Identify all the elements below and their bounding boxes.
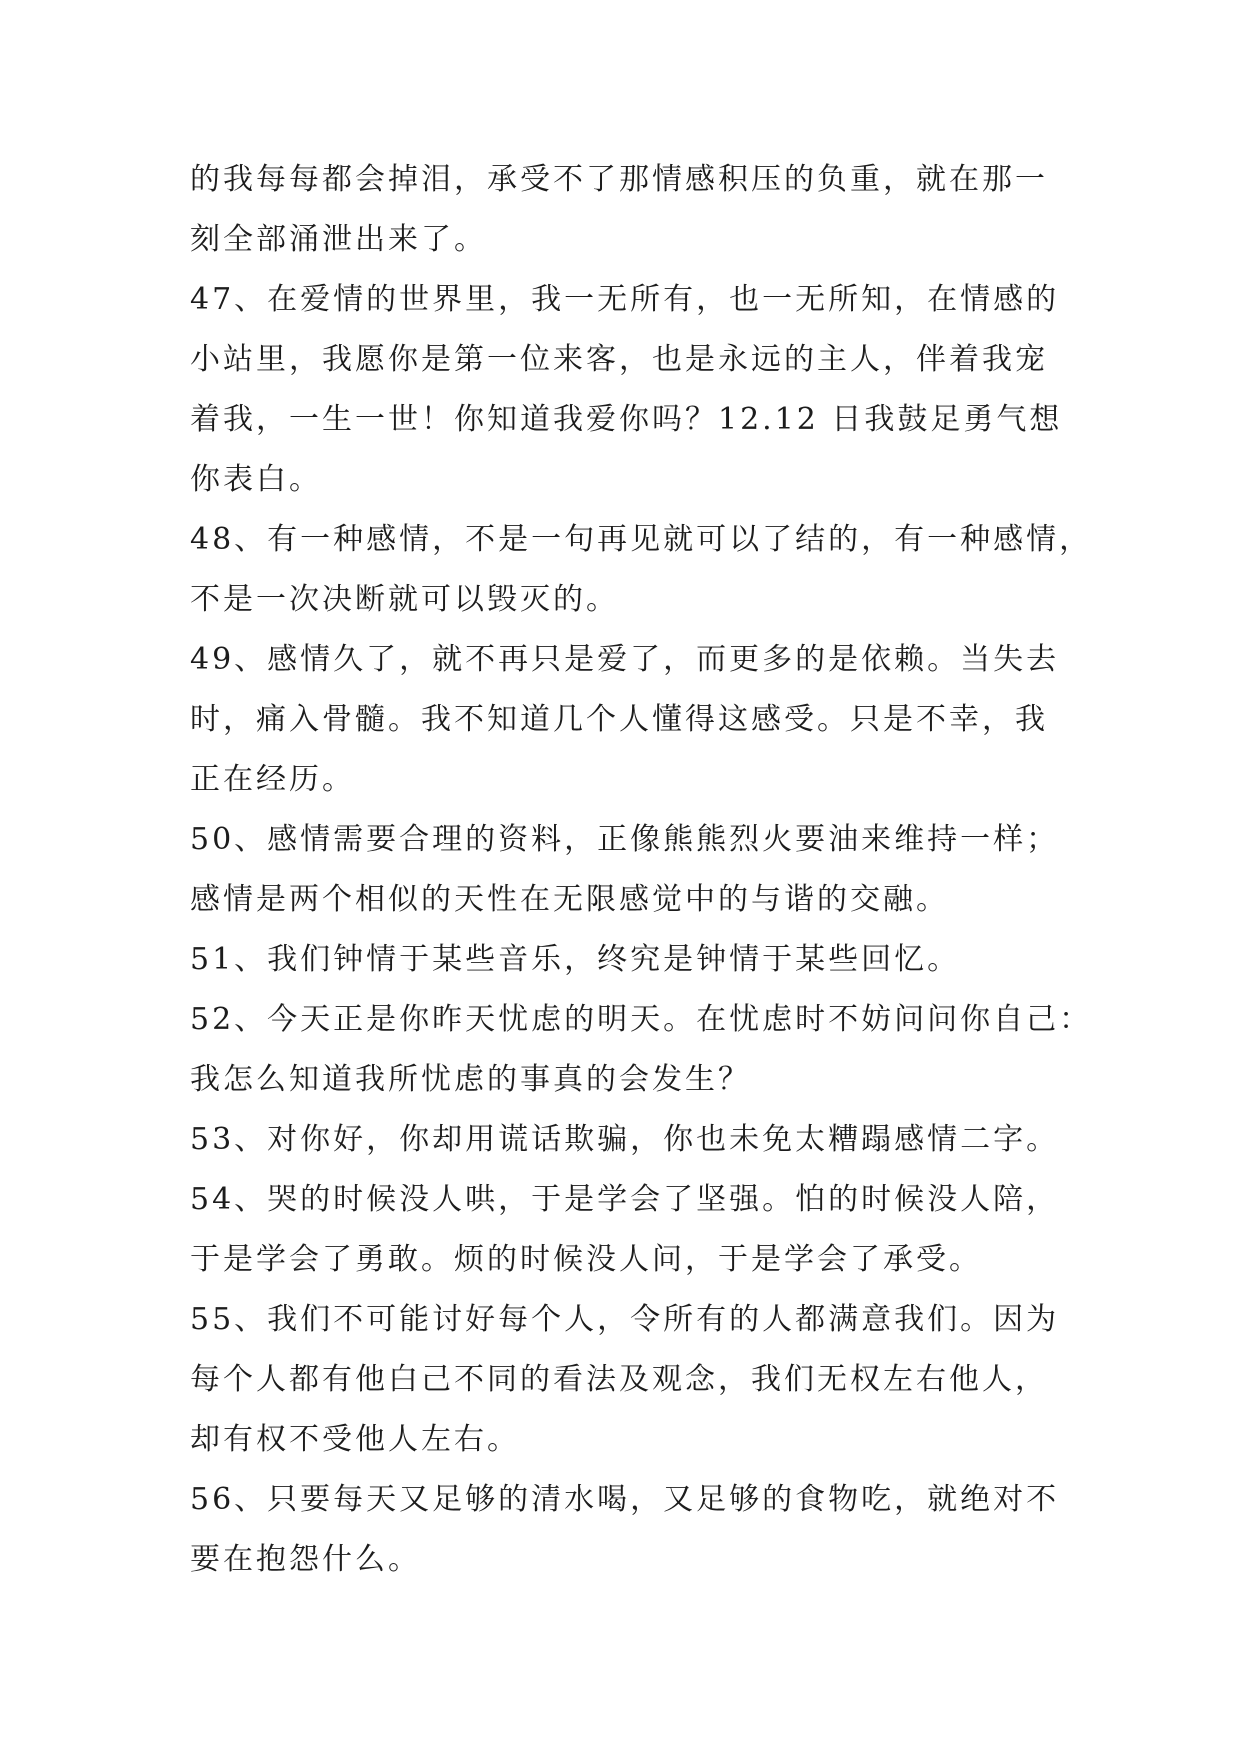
text-line: 感情是两个相似的天性在无限感觉中的与谐的交融。 <box>190 882 949 917</box>
text-line: 51、我们钟情于某些音乐，终究是钟情于某些回忆。 <box>190 942 961 977</box>
text-line: 正在经历。 <box>190 762 355 797</box>
text-line: 要在抱怨什么。 <box>190 1542 421 1577</box>
text-line: 时，痛入骨髓。我不知道几个人懂得这感受。只是不幸，我 <box>190 702 1048 737</box>
text-line: 53、对你好，你却用谎话欺骗，你也未免太糟蹋感情二字。 <box>190 1122 1060 1157</box>
document-body <box>190 150 1093 1590</box>
text-line: 着我，一生一世！你知道我爱你吗？12.12 日我鼓足勇气想 <box>190 402 1063 437</box>
text-line: 小站里，我愿你是第一位来客，也是永远的主人，伴着我宠 <box>190 342 1048 377</box>
text-line: 我怎么知道我所忧虑的事真的会发生？ <box>190 1062 751 1097</box>
text-line: 48、有一种感情，不是一句再见就可以了结的，有一种感情， <box>190 522 1093 557</box>
text-line: 每个人都有他白己不同的看法及观念，我们无权左右他人， <box>190 1362 1048 1397</box>
text-line: 于是学会了勇敢。烦的时候没人问，于是学会了承受。 <box>190 1242 982 1277</box>
text-line: 54、哭的时候没人哄，于是学会了坚强。怕的时候没人陪， <box>190 1182 1060 1217</box>
text-line: 56、只要每天又足够的清水喝，又足够的食物吃，就绝对不 <box>190 1482 1060 1517</box>
text-line: 的我每每都会掉泪，承受不了那情感积压的负重，就在那一 <box>190 162 1048 197</box>
text-line: 你表白。 <box>190 462 322 497</box>
text-line: 52、今天正是你昨天忧虑的明天。在忧虑时不妨问问你自己： <box>190 1002 1093 1037</box>
text-line: 50、感情需要合理的资料，正像熊熊烈火要油来维持一样； <box>190 822 1060 857</box>
text-line: 47、在爱情的世界里，我一无所有，也一无所知，在情感的 <box>190 282 1060 317</box>
text-line: 却有权不受他人左右。 <box>190 1422 520 1457</box>
text-line: 刻全部涌泄出来了。 <box>190 222 487 257</box>
text-line: 55、我们不可能讨好每个人，令所有的人都满意我们。因为 <box>190 1302 1060 1337</box>
text-line: 不是一次决断就可以毁灭的。 <box>190 582 619 617</box>
text-line: 49、感情久了，就不再只是爱了，而更多的是依赖。当失去 <box>190 642 1060 677</box>
